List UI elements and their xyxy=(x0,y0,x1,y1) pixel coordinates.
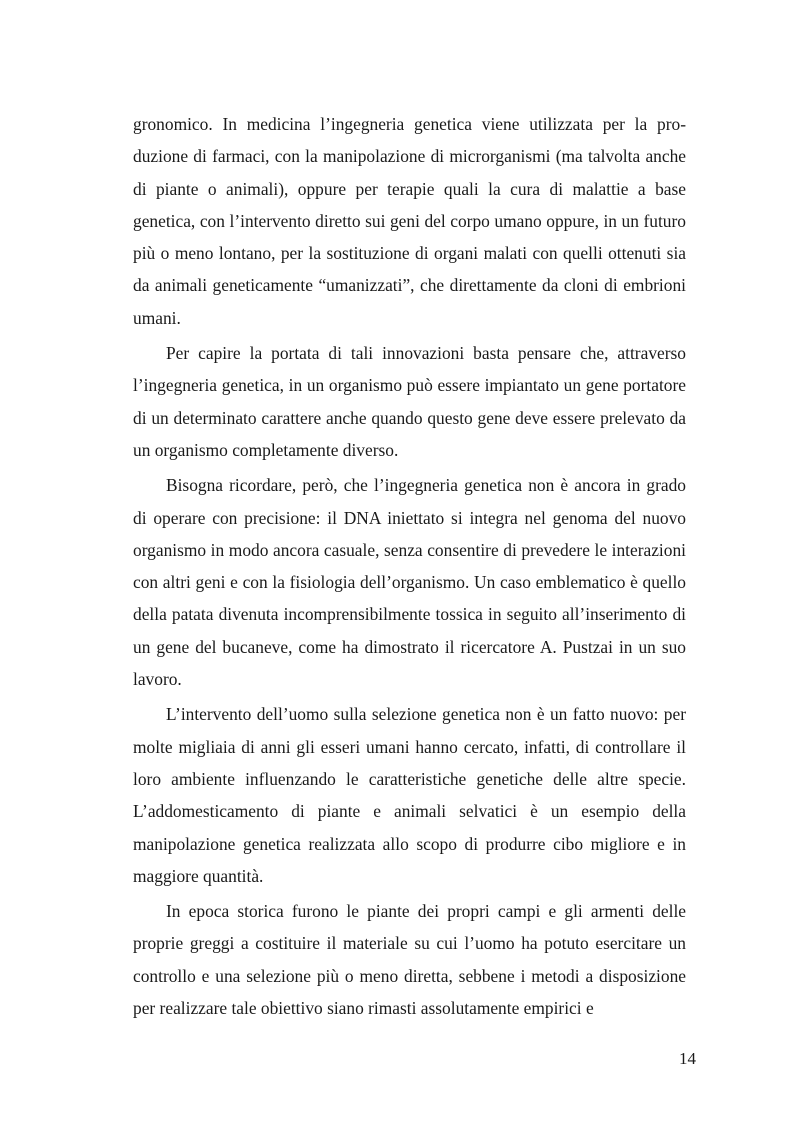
body-text xyxy=(133,108,686,1024)
paragraph-4: L’intervento dell’uomo sulla selezione genetica non è un fatto nuovo: per molte migliaia di anni gli esseri umani hanno cercato, infatti, di controllare il loro ambiente influenzando le caratteristiche genetiche delle altre specie. L’addomesticamento di piante e animali selvatici è un esempio della manipolazione genetica realizzata allo scopo di produrre cibo migliore e in maggiore quantità. xyxy=(133,704,686,886)
paragraph-1: gronomico. In medicina l’ingegneria genetica viene utilizzata per la produzione di farmaci, con la manipolazione di microrganismi (ma talvolta anche di piante o animali), oppure per terapie quali la cura di malattie a base genetica, con l’intervento diretto sui geni del corpo umano oppure, in un futuro più o meno lontano, per la sostituzione di organi malati con quelli ottenuti sia da animali geneticamente “umanizzati”, che direttamente da cloni di embrioni umani. xyxy=(133,114,686,328)
paragraph-5: In epoca storica furono le piante dei propri campi e gli armenti delle proprie greggi a costituire il materiale su cui l’uomo ha potuto esercitare un controllo e una selezione più o meno diretta, sebbene i metodi a disposizione per realizzare tale obiettivo siano rimasti assolutamente empirici e xyxy=(133,901,686,1019)
page-number: 14 xyxy=(679,1049,696,1068)
paragraph-3: Bisogna ricordare, però, che l’ingegneria genetica non è ancora in grado di operare con precisione: il DNA iniettato si integra nel genoma del nuovo organismo in modo ancora casuale, senza consentire di prevedere le interazioni con altri geni e con la fisiologia dell’organismo. Un caso emblematico è quello della patata divenuta incomprensibilmente tossica in seguito all’inserimento di un gene del bucaneve, come ha dimostrato il ricercatore A. Pustzai in un suo lavoro. xyxy=(133,475,686,690)
paragraph-2: Per capire la portata di tali innovazioni basta pensare che, attraverso l’ingegneria genetica, in un organismo può essere impiantato un gene portatore di un determinato carattere anche quando questo gene deve essere prelevato da un organismo completamente diverso. xyxy=(133,343,686,460)
